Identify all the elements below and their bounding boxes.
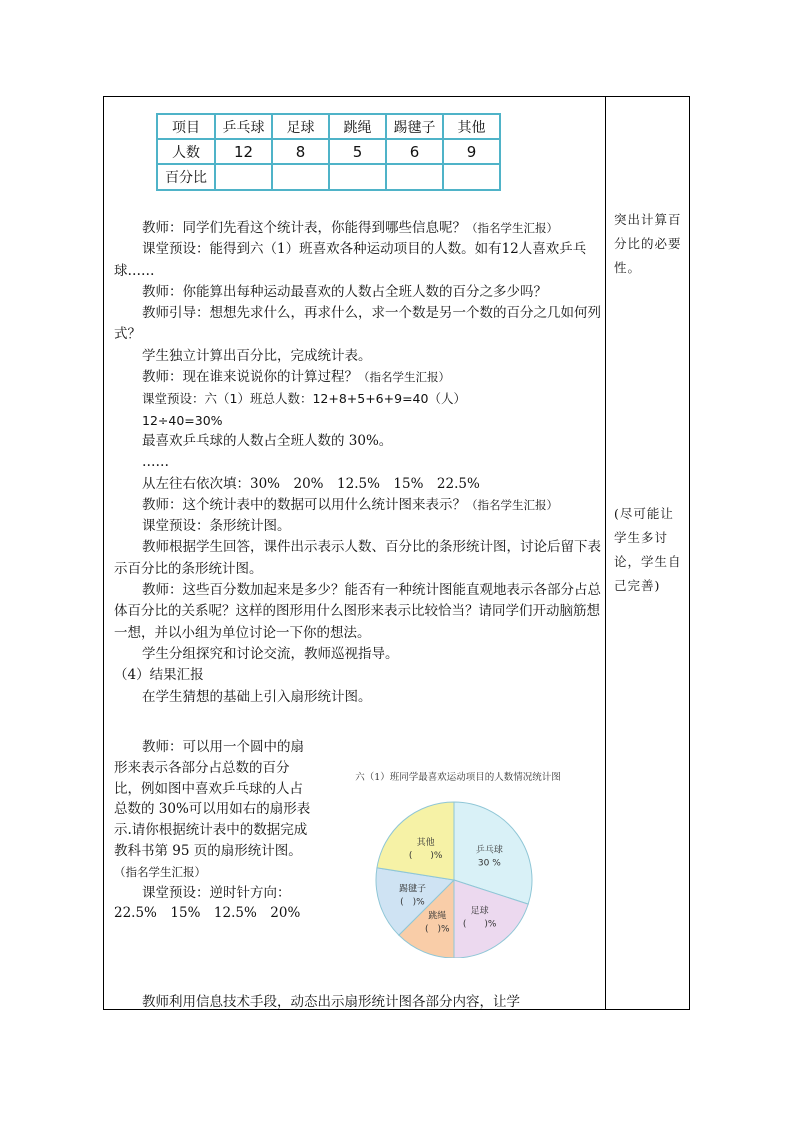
paragraph: …… <box>142 454 169 471</box>
paragraph: 课堂预设：逆时针方向：22.5% 15% 12.5% 20% <box>114 884 301 922</box>
paragraph: 教师：现在谁来说说你的计算过程？（指名学生汇报） <box>142 369 450 386</box>
paragraph: 12÷40=30% <box>142 412 223 428</box>
table-cell-blank <box>272 164 329 190</box>
table-cell: 踢毽子 <box>386 114 443 139</box>
paragraph: 在学生猜想的基础上引入扇形统计图。 <box>142 688 372 705</box>
statistics-table <box>156 113 501 191</box>
slice-label: 踢毽子 <box>398 884 426 895</box>
paragraph: 学生分组探究和讨论交流，教师巡视指导。 <box>142 645 399 662</box>
inline-note: （指名学生汇报） <box>358 370 450 385</box>
table-cell: 人数 <box>157 139 215 164</box>
paragraph: 教师：这些百分数加起来是多少？能否有一种统计图能直观地表示各部分占总体百分比的关系呢？这样的图形用什么图形来表示比较恰当？请同学们开动脑筋想一想，并以小组为单位讨论一下你的想法。 <box>114 582 601 641</box>
pie-chart <box>322 768 594 958</box>
pie-slice <box>377 802 454 880</box>
column-divider <box>605 96 606 1010</box>
table-row-percent <box>157 164 500 190</box>
table-cell: 跳绳 <box>329 114 386 139</box>
slice-value-label: ( )% <box>462 919 497 930</box>
inline-note: （指名学生汇报） <box>466 497 558 512</box>
paragraph: 课堂预设：条形统计图。 <box>142 518 291 535</box>
section-heading: （4）结果汇报 <box>114 667 204 684</box>
paragraph: 最喜欢乒乓球的人数占全班人数的 30%。 <box>142 432 393 449</box>
paragraph: 从左往右依次填：30% 20% 12.5% 15% 22.5% <box>142 475 480 492</box>
lesson-body <box>114 218 602 708</box>
inline-note: （指名学生汇报） <box>114 864 206 879</box>
slice-value-label: ( )% <box>400 897 425 908</box>
paragraph: 课堂预设：能得到六（1）班喜欢各种运动项目的人数。如有12人喜欢乒乓球…… <box>114 241 587 279</box>
slice-value-label: ( )% <box>408 850 443 861</box>
paragraph: 学生独立计算出百分比，完成统计表。 <box>142 347 372 364</box>
paragraph: 课堂预设：六（1）班总人数：12+8+5+6+9=40（人） <box>142 391 466 407</box>
slice-label: 跳绳 <box>428 911 447 922</box>
slice-label: 其他 <box>416 837 435 848</box>
paragraph: 教师：同学们先看这个统计表，你能得到哪些信息呢？（指名学生汇报） <box>142 220 558 236</box>
paragraph: 教师引导：想想先求什么，再求什么，求一个数是另一个数的百分之几如何列式？ <box>114 305 601 343</box>
side-note: (尽可能让学生多讨论，学生自己完善) <box>614 506 682 593</box>
table-row-people <box>157 139 500 164</box>
slice-value-label: ( )% <box>424 924 450 935</box>
table-cell-blank <box>386 164 443 190</box>
table-header-row <box>157 114 500 139</box>
table-cell: 5 <box>329 139 386 164</box>
slice-label: 足球 <box>470 906 489 917</box>
paragraph: 教师利用信息技术手段，动态出示扇形统计图各部分内容，让学 <box>142 994 520 1010</box>
table-cell-blank <box>443 164 500 190</box>
paragraph: 教师：这个统计表中的数据可以用什么统计图来表示？（指名学生汇报） <box>142 496 558 513</box>
table-cell-blank <box>215 164 272 190</box>
table-cell: 项目 <box>157 114 215 139</box>
table-cell: 足球 <box>272 114 329 139</box>
table-cell: 9 <box>443 139 500 164</box>
slice-value-label: 30 % <box>477 858 501 869</box>
table-cell: 6 <box>386 139 443 164</box>
paragraph: 教师：你能算出每种运动最喜欢的人数占全班人数的百分之多少吗？ <box>142 283 547 300</box>
table-cell-blank <box>329 164 386 190</box>
table-cell: 12 <box>215 139 272 164</box>
chart-title: 六（1）班同学最喜欢运动项目的人数情况统计图 <box>355 772 561 783</box>
table-cell: 其他 <box>443 114 500 139</box>
table-cell: 乒乓球 <box>215 114 272 139</box>
table-cell: 8 <box>272 139 329 164</box>
paragraph: 教师根据学生回答，课件出示表示人数、百分比的条形统计图，讨论后留下表示百分比的条形统计图。 <box>114 539 601 577</box>
side-note: 突出计算百分比的必要性。 <box>614 212 682 275</box>
slice-label: 乒乓球 <box>475 845 503 856</box>
left-text-column <box>114 737 314 924</box>
inline-note: （指名学生汇报） <box>466 221 558 235</box>
paragraph: 教师：可以用一个圆中的扇形来表示各部分占总数的百分比，例如图中喜欢乒乓球的人占总数的 30%可以用如右的扇形表示.请你根据统计表中的数据完成教科书第 95 页的扇形统计图。（指名学生汇报） <box>114 739 311 879</box>
table-cell: 百分比 <box>157 164 215 190</box>
